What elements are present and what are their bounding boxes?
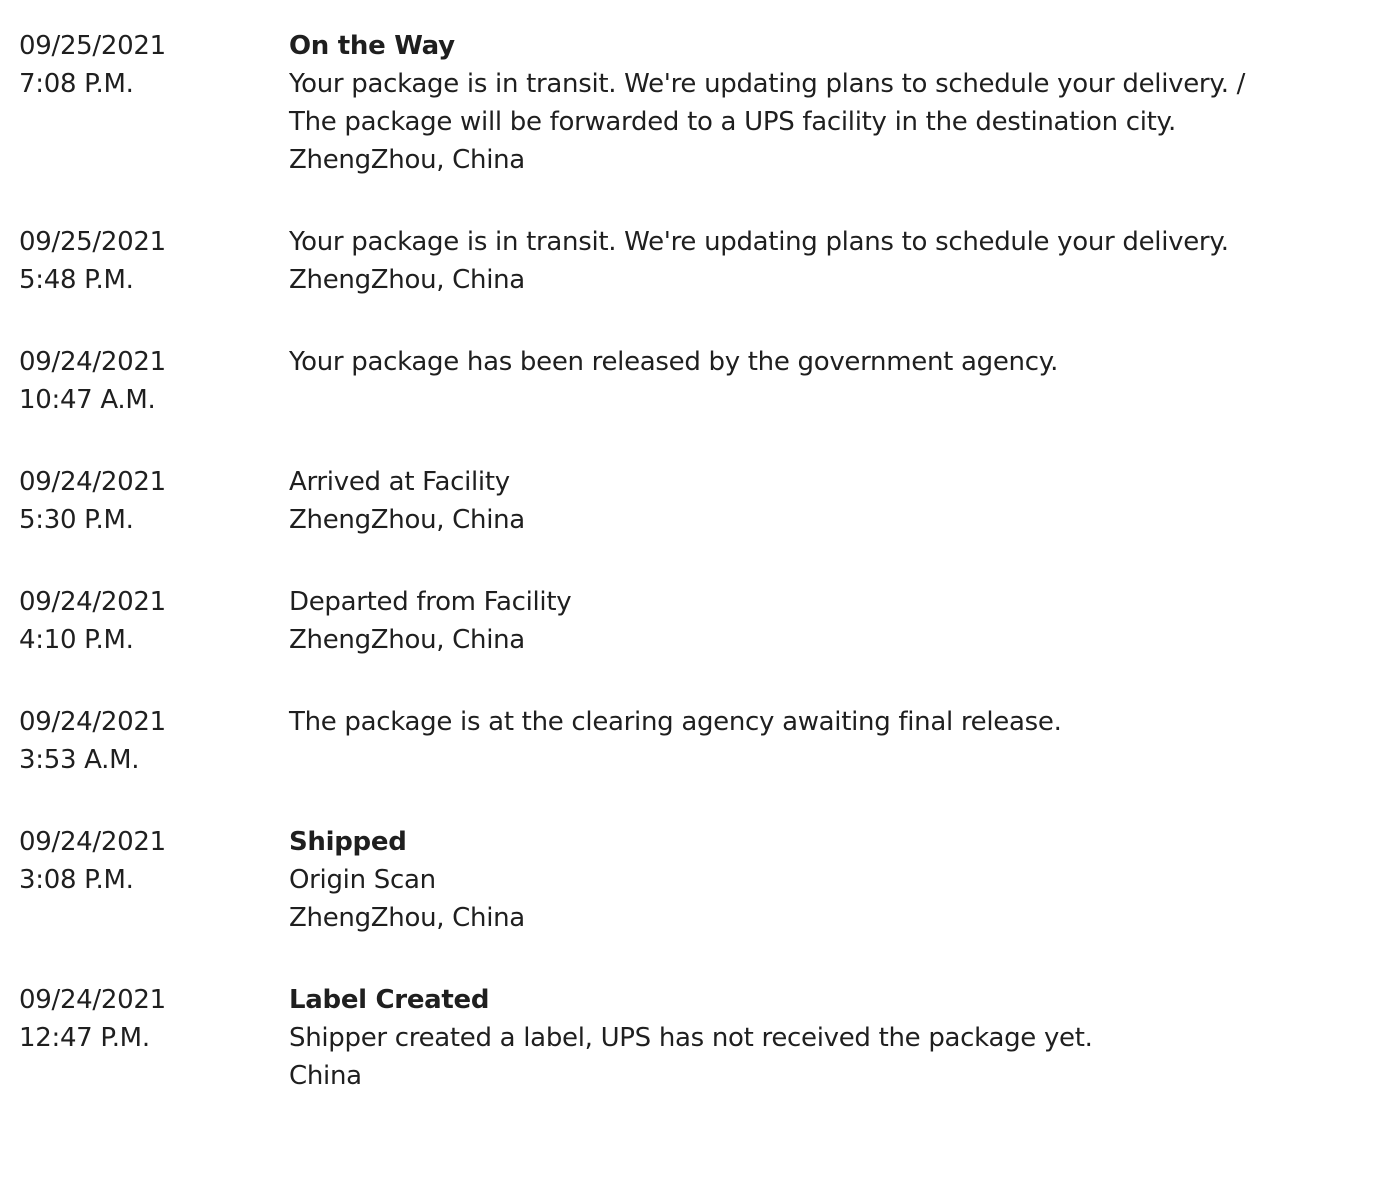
- event-datetime: [0, 703, 289, 779]
- event-time: 7:08 P.M.: [19, 69, 134, 99]
- tracking-event: [0, 981, 1376, 1095]
- event-description: Your package is in transit. We're updating plans to schedule your delivery.: [289, 227, 1229, 257]
- event-location: ZhengZhou, China: [289, 903, 525, 933]
- event-description: Origin Scan: [289, 865, 436, 895]
- event-datetime: [0, 981, 289, 1095]
- event-status: On the Way: [289, 31, 455, 61]
- tracking-event: [0, 223, 1376, 299]
- event-date: 09/24/2021: [19, 587, 166, 617]
- event-time: 3:08 P.M.: [19, 865, 134, 895]
- event-date: 09/24/2021: [19, 827, 166, 857]
- event-description: Arrived at Facility: [289, 467, 510, 497]
- tracking-event: [0, 27, 1376, 179]
- event-datetime: [0, 823, 289, 937]
- event-time: 3:53 A.M.: [19, 745, 140, 775]
- tracking-event: [0, 823, 1376, 937]
- event-time: 12:47 P.M.: [19, 1023, 150, 1053]
- event-location: ZhengZhou, China: [289, 265, 525, 295]
- event-location: ZhengZhou, China: [289, 505, 525, 535]
- event-location: ZhengZhou, China: [289, 625, 525, 655]
- event-description: Shipper created a label, UPS has not received the package yet.: [289, 1023, 1093, 1053]
- event-date: 09/24/2021: [19, 467, 166, 497]
- event-date: 09/25/2021: [19, 31, 166, 61]
- event-time: 4:10 P.M.: [19, 625, 134, 655]
- event-location: China: [289, 1061, 362, 1091]
- event-time: 10:47 A.M.: [19, 385, 156, 415]
- event-details: [289, 981, 1289, 1095]
- event-details: [289, 583, 1289, 659]
- event-description: Your package has been released by the government agency.: [289, 347, 1059, 377]
- tracking-event: [0, 703, 1376, 779]
- event-datetime: [0, 463, 289, 539]
- event-details: [289, 27, 1289, 179]
- event-datetime: [0, 27, 289, 179]
- event-time: 5:30 P.M.: [19, 505, 134, 535]
- event-description: Your package is in transit. We're updating plans to schedule your delivery. / The package will be forwarded to a UPS facility in the destination city.: [289, 69, 1254, 137]
- event-details: [289, 703, 1289, 779]
- event-datetime: [0, 583, 289, 659]
- tracking-event: [0, 343, 1376, 419]
- event-details: [289, 343, 1289, 419]
- event-time: 5:48 P.M.: [19, 265, 134, 295]
- event-status: Shipped: [289, 827, 407, 857]
- tracking-event: [0, 463, 1376, 539]
- event-date: 09/24/2021: [19, 707, 166, 737]
- event-location: ZhengZhou, China: [289, 145, 525, 175]
- shipment-progress-timeline: [0, 27, 1376, 1139]
- event-details: [289, 823, 1289, 937]
- event-datetime: [0, 343, 289, 419]
- event-date: 09/24/2021: [19, 985, 166, 1015]
- event-status: Label Created: [289, 985, 490, 1015]
- event-date: 09/25/2021: [19, 227, 166, 257]
- tracking-event: [0, 583, 1376, 659]
- event-details: [289, 463, 1289, 539]
- event-details: [289, 223, 1289, 299]
- event-date: 09/24/2021: [19, 347, 166, 377]
- event-description: The package is at the clearing agency awaiting final release.: [289, 707, 1062, 737]
- event-description: Departed from Facility: [289, 587, 572, 617]
- event-datetime: [0, 223, 289, 299]
